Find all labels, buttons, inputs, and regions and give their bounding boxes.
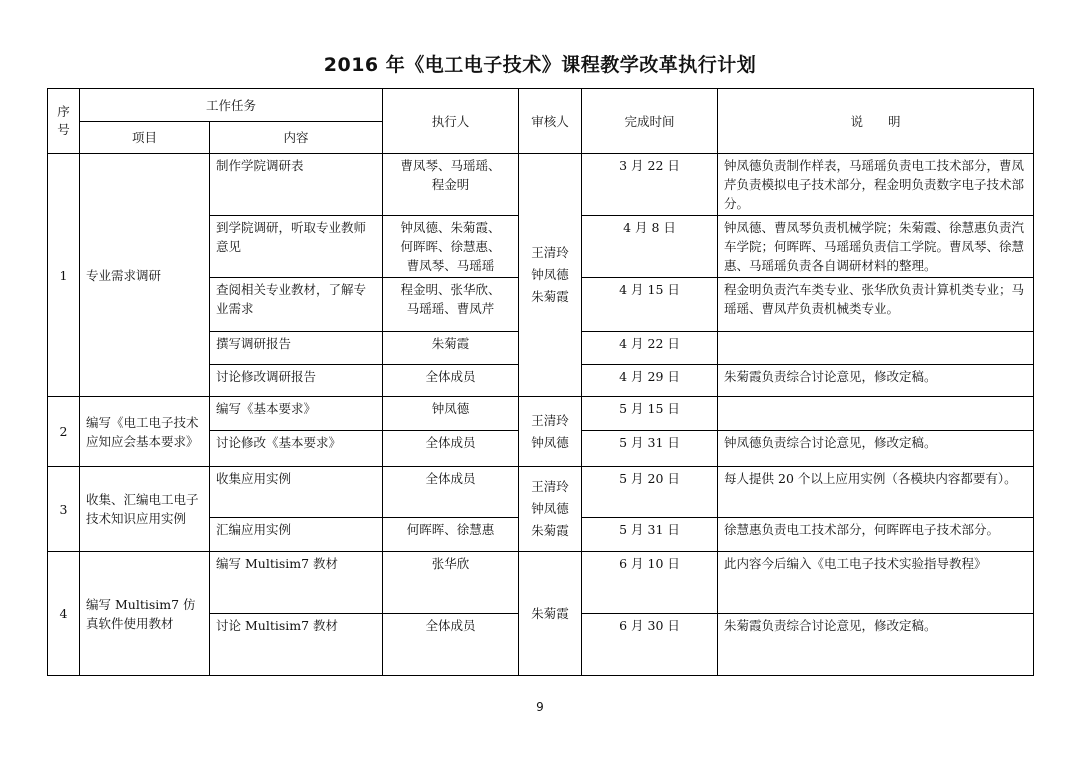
cell-executor: 朱菊霞 xyxy=(383,332,519,365)
cell-content: 讨论修改《基本要求》 xyxy=(210,431,383,467)
header-reviewer: 审核人 xyxy=(519,89,582,154)
cell-note: 钟凤德负责综合讨论意见，修改定稿。 xyxy=(718,431,1034,467)
cell-seq: 2 xyxy=(48,397,80,467)
cell-executor: 全体成员 xyxy=(383,467,519,518)
header-executor: 执行人 xyxy=(383,89,519,154)
cell-executor: 曹凤琴、马瑶瑶、 程金明 xyxy=(383,154,519,216)
cell-executor: 张华欣 xyxy=(383,552,519,614)
cell-content: 编写 Multisim7 教材 xyxy=(210,552,383,614)
cell-seq: 4 xyxy=(48,552,80,676)
cell-note: 徐慧惠负责电工技术部分，何晖晖电子技术部分。 xyxy=(718,518,1034,552)
cell-date: 3 月 22 日 xyxy=(582,154,718,216)
cell-content: 撰写调研报告 xyxy=(210,332,383,365)
cell-seq: 1 xyxy=(48,154,80,397)
cell-date: 5 月 15 日 xyxy=(582,397,718,431)
cell-executor: 何晖晖、徐慧惠 xyxy=(383,518,519,552)
cell-date: 4 月 15 日 xyxy=(582,278,718,332)
cell-project: 编写《电工电子技术应知应会基本要求》 xyxy=(80,397,210,467)
cell-date: 6 月 10 日 xyxy=(582,552,718,614)
cell-note: 每人提供 20 个以上应用实例（各模块内容都要有）。 xyxy=(718,467,1034,518)
cell-note xyxy=(718,332,1034,365)
cell-date: 5 月 31 日 xyxy=(582,518,718,552)
cell-content: 收集应用实例 xyxy=(210,467,383,518)
cell-project: 编写 Multisim7 仿真软件使用教材 xyxy=(80,552,210,676)
cell-project: 专业需求调研 xyxy=(80,154,210,397)
plan-table xyxy=(47,88,1034,676)
header-note: 说 明 xyxy=(718,89,1034,154)
cell-executor: 程金明、张华欣、 马瑶瑶、曹凤芹 xyxy=(383,278,519,332)
cell-seq: 3 xyxy=(48,467,80,552)
cell-executor: 全体成员 xyxy=(383,431,519,467)
cell-note: 钟凤德负责制作样表，马瑶瑶负责电工技术部分，曹凤芹负责模拟电子技术部分，程金明负责数字电子技术部分。 xyxy=(718,154,1034,216)
cell-note: 此内容今后编入《电工电子技术实验指导教程》 xyxy=(718,552,1034,614)
header-project: 项目 xyxy=(80,122,210,154)
page-number: 9 xyxy=(536,700,544,714)
cell-date: 5 月 31 日 xyxy=(582,431,718,467)
cell-reviewer: 王清玲 钟凤德 朱菊霞 xyxy=(519,154,582,397)
cell-date: 4 月 29 日 xyxy=(582,365,718,397)
cell-content: 讨论 Multisim7 教材 xyxy=(210,614,383,676)
cell-note: 朱菊霞负责综合讨论意见，修改定稿。 xyxy=(718,365,1034,397)
cell-reviewer: 朱菊霞 xyxy=(519,552,582,676)
table-row xyxy=(48,552,1034,614)
cell-executor: 全体成员 xyxy=(383,365,519,397)
document-title: 2016 年《电工电子技术》课程教学改革执行计划 xyxy=(323,54,757,76)
table-row xyxy=(48,154,1034,216)
header-task: 工作任务 xyxy=(80,89,383,122)
header-seq: 序号 xyxy=(48,89,80,154)
cell-executor: 钟凤德、朱菊霞、 何晖晖、徐慧惠、 曹凤琴、马瑶瑶 xyxy=(383,216,519,278)
header-date: 完成时间 xyxy=(582,89,718,154)
cell-reviewer: 王清玲 钟凤德 朱菊霞 xyxy=(519,467,582,552)
table-row xyxy=(48,467,1034,518)
cell-reviewer: 王清玲 钟凤德 xyxy=(519,397,582,467)
table-row xyxy=(48,397,1034,431)
cell-note xyxy=(718,397,1034,431)
cell-note: 钟凤德、曹凤琴负责机械学院；朱菊霞、徐慧惠负责汽车学院；何晖晖、马瑶瑶负责信工学院。曹凤琴、徐慧惠、马瑶瑶负责各自调研材料的整理。 xyxy=(718,216,1034,278)
cell-content: 编写《基本要求》 xyxy=(210,397,383,431)
cell-note: 朱菊霞负责综合讨论意见，修改定稿。 xyxy=(718,614,1034,676)
cell-date: 4 月 22 日 xyxy=(582,332,718,365)
cell-executor: 钟凤德 xyxy=(383,397,519,431)
cell-project: 收集、汇编电工电子技术知识应用实例 xyxy=(80,467,210,552)
cell-content: 到学院调研，听取专业教师意见 xyxy=(210,216,383,278)
cell-date: 4 月 8 日 xyxy=(582,216,718,278)
cell-executor: 全体成员 xyxy=(383,614,519,676)
cell-content: 讨论修改调研报告 xyxy=(210,365,383,397)
cell-date: 5 月 20 日 xyxy=(582,467,718,518)
cell-content: 汇编应用实例 xyxy=(210,518,383,552)
cell-note: 程金明负责汽车类专业、张华欣负责计算机类专业；马瑶瑶、曹凤芹负责机械类专业。 xyxy=(718,278,1034,332)
header-content: 内容 xyxy=(210,122,383,154)
cell-date: 6 月 30 日 xyxy=(582,614,718,676)
cell-content: 制作学院调研表 xyxy=(210,154,383,216)
cell-content: 查阅相关专业教材，了解专业需求 xyxy=(210,278,383,332)
